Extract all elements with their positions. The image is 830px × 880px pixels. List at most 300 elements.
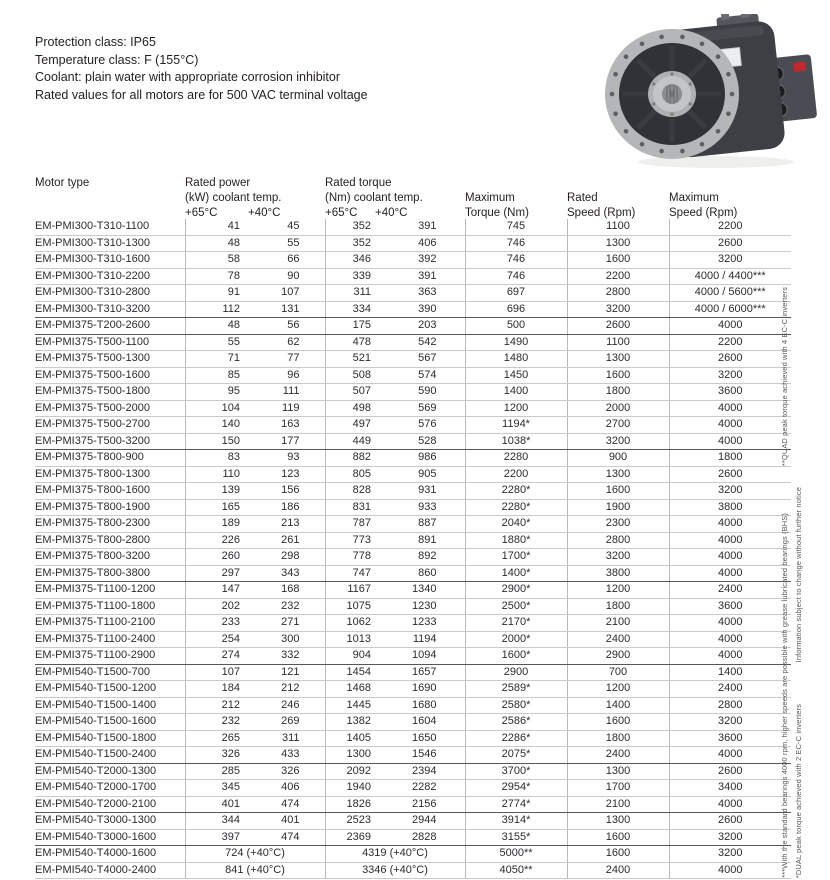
- max-torque-cell: 2586*: [465, 714, 567, 731]
- max-speed-cell: 4000: [669, 549, 791, 566]
- torque-65-cell: 497: [325, 417, 375, 434]
- motor-type-cell: EM-PMI300-T310-2200: [35, 268, 185, 285]
- motor-type-cell: EM-PMI375-T1100-2400: [35, 631, 185, 648]
- power-40-cell: 131: [248, 301, 325, 318]
- power-40-cell: 332: [248, 648, 325, 665]
- table-row: [35, 516, 791, 533]
- torque-40-cell: 2282: [375, 780, 465, 797]
- max-torque-cell: 3914*: [465, 813, 567, 830]
- table-row: [35, 631, 791, 648]
- motor-type-cell: EM-PMI375-T500-3200: [35, 433, 185, 450]
- max-speed-cell: 1800: [669, 450, 791, 467]
- torque-merged-cell: 4319 (+40°C): [325, 846, 465, 863]
- max-speed-cell: 2600: [669, 466, 791, 483]
- motor-type-cell: EM-PMI300-T310-1600: [35, 252, 185, 269]
- torque-40-cell: 2944: [375, 813, 465, 830]
- power-65-cell: 233: [185, 615, 248, 632]
- power-65-cell: 91: [185, 285, 248, 302]
- rated-speed-cell: 700: [567, 664, 669, 681]
- power-40-cell: 311: [248, 730, 325, 747]
- motor-type-cell: EM-PMI375-T800-2800: [35, 532, 185, 549]
- power-65-cell: 55: [185, 334, 248, 351]
- col-header-max-speed-2: Speed (Rpm): [669, 207, 738, 219]
- col-header-torque-40: +40°C: [375, 207, 408, 219]
- max-torque-cell: 2000*: [465, 631, 567, 648]
- max-torque-cell: 1400: [465, 384, 567, 401]
- table-row: [35, 318, 791, 335]
- torque-65-cell: 346: [325, 252, 375, 269]
- torque-40-cell: 891: [375, 532, 465, 549]
- torque-65-cell: 904: [325, 648, 375, 665]
- table-row: [35, 450, 791, 467]
- torque-65-cell: 1940: [325, 780, 375, 797]
- max-speed-cell: 4000: [669, 615, 791, 632]
- power-65-cell: 232: [185, 714, 248, 731]
- footnote-bearings: ***With the standard bearings 4000 rpm, higher speeds are possible with grease lubricated bearings (BHS): [780, 513, 789, 878]
- rated-speed-cell: 2600: [567, 318, 669, 335]
- rated-speed-cell: 2400: [567, 862, 669, 879]
- rated-speed-cell: 1300: [567, 466, 669, 483]
- max-speed-cell: 4000: [669, 631, 791, 648]
- power-65-cell: 401: [185, 796, 248, 813]
- max-speed-cell: 3400: [669, 780, 791, 797]
- torque-40-cell: 1094: [375, 648, 465, 665]
- rated-speed-cell: 3800: [567, 565, 669, 582]
- torque-65-cell: 747: [325, 565, 375, 582]
- power-40-cell: 107: [248, 285, 325, 302]
- col-header-power-65: +65°C: [185, 207, 218, 219]
- power-65-cell: 107: [185, 664, 248, 681]
- max-speed-cell: 3600: [669, 598, 791, 615]
- torque-65-cell: 1468: [325, 681, 375, 698]
- torque-40-cell: 567: [375, 351, 465, 368]
- max-torque-cell: 2170*: [465, 615, 567, 632]
- power-65-cell: 212: [185, 697, 248, 714]
- col-header-rated-power: Rated power: [185, 177, 251, 189]
- motor-type-cell: EM-PMI540-T1500-700: [35, 664, 185, 681]
- rated-speed-cell: 2100: [567, 615, 669, 632]
- power-40-cell: 77: [248, 351, 325, 368]
- torque-65-cell: 1405: [325, 730, 375, 747]
- max-torque-cell: 2580*: [465, 697, 567, 714]
- table-row: [35, 499, 791, 516]
- motor-type-cell: EM-PMI540-T2000-1300: [35, 763, 185, 780]
- power-65-cell: 260: [185, 549, 248, 566]
- col-header-torque-65: +65°C: [325, 207, 358, 219]
- table-row: [35, 813, 791, 830]
- power-65-cell: 71: [185, 351, 248, 368]
- col-header-power-40: +40°C: [248, 207, 281, 219]
- torque-65-cell: 831: [325, 499, 375, 516]
- max-speed-cell: 3200: [669, 483, 791, 500]
- torque-65-cell: 805: [325, 466, 375, 483]
- max-speed-cell: 4000: [669, 565, 791, 582]
- motor-type-cell: EM-PMI540-T1500-2400: [35, 747, 185, 764]
- torque-65-cell: 787: [325, 516, 375, 533]
- footnote-quad-torque: **QUAD peak torque achieved with 4 EC-C inverters: [780, 286, 789, 466]
- motor-type-cell: EM-PMI540-T2000-1700: [35, 780, 185, 797]
- col-header-torque-unit: (Nm) coolant temp.: [325, 192, 423, 204]
- power-65-cell: 345: [185, 780, 248, 797]
- torque-65-cell: 498: [325, 400, 375, 417]
- table-row: [35, 532, 791, 549]
- max-speed-cell: 2400: [669, 582, 791, 599]
- max-torque-cell: 1700*: [465, 549, 567, 566]
- max-speed-cell: 3200: [669, 252, 791, 269]
- max-torque-cell: 2280: [465, 450, 567, 467]
- motor-type-cell: EM-PMI300-T310-2800: [35, 285, 185, 302]
- table-row: [35, 351, 791, 368]
- power-40-cell: 269: [248, 714, 325, 731]
- max-speed-cell: 3200: [669, 367, 791, 384]
- table-row: [35, 367, 791, 384]
- col-header-power-unit: (kW) coolant temp.: [185, 192, 282, 204]
- power-40-cell: 271: [248, 615, 325, 632]
- table-row: [35, 268, 791, 285]
- power-40-cell: 168: [248, 582, 325, 599]
- power-65-cell: 184: [185, 681, 248, 698]
- rated-speed-cell: 1100: [567, 219, 669, 235]
- torque-65-cell: 1075: [325, 598, 375, 615]
- max-torque-cell: 5000**: [465, 846, 567, 863]
- table-row: [35, 384, 791, 401]
- torque-40-cell: 931: [375, 483, 465, 500]
- max-torque-cell: 2286*: [465, 730, 567, 747]
- power-40-cell: 156: [248, 483, 325, 500]
- motor-type-cell: EM-PMI375-T1100-2900: [35, 648, 185, 665]
- table-row: [35, 219, 791, 235]
- rated-speed-cell: 2100: [567, 796, 669, 813]
- table-row: [35, 252, 791, 269]
- max-torque-cell: 2500*: [465, 598, 567, 615]
- torque-65-cell: 507: [325, 384, 375, 401]
- motor-type-cell: EM-PMI375-T800-1900: [35, 499, 185, 516]
- spec-table-body: [35, 219, 791, 879]
- torque-40-cell: 392: [375, 252, 465, 269]
- power-65-cell: 41: [185, 219, 248, 235]
- max-torque-cell: 2040*: [465, 516, 567, 533]
- power-40-cell: 177: [248, 433, 325, 450]
- rated-speed-cell: 1100: [567, 334, 669, 351]
- max-torque-cell: 2954*: [465, 780, 567, 797]
- col-header-motor-type: Motor type: [35, 177, 90, 189]
- max-speed-cell: 4000: [669, 433, 791, 450]
- rated-speed-cell: 900: [567, 450, 669, 467]
- rated-speed-cell: 2800: [567, 532, 669, 549]
- max-speed-cell: 4000 / 4400***: [669, 268, 791, 285]
- max-torque-cell: 2900*: [465, 582, 567, 599]
- power-40-cell: 401: [248, 813, 325, 830]
- rated-speed-cell: 3200: [567, 549, 669, 566]
- motor-type-cell: EM-PMI540-T1500-1800: [35, 730, 185, 747]
- motor-type-cell: EM-PMI300-T310-3200: [35, 301, 185, 318]
- table-row: [35, 598, 791, 615]
- motor-type-cell: EM-PMI300-T310-1100: [35, 219, 185, 235]
- torque-40-cell: 905: [375, 466, 465, 483]
- power-65-cell: 110: [185, 466, 248, 483]
- torque-65-cell: 1382: [325, 714, 375, 731]
- torque-65-cell: 1300: [325, 747, 375, 764]
- power-65-cell: 112: [185, 301, 248, 318]
- table-row: [35, 681, 791, 698]
- motor-type-cell: EM-PMI375-T200-2600: [35, 318, 185, 335]
- rated-speed-cell: 1600: [567, 252, 669, 269]
- motor-type-cell: EM-PMI540-T1500-1600: [35, 714, 185, 731]
- motor-type-cell: EM-PMI375-T800-2300: [35, 516, 185, 533]
- torque-40-cell: 1604: [375, 714, 465, 731]
- max-speed-cell: 4000: [669, 862, 791, 879]
- power-40-cell: 56: [248, 318, 325, 335]
- torque-65-cell: 828: [325, 483, 375, 500]
- rated-speed-cell: 1900: [567, 499, 669, 516]
- max-torque-cell: 1400*: [465, 565, 567, 582]
- max-torque-cell: 745: [465, 219, 567, 235]
- motor-type-cell: EM-PMI375-T500-1800: [35, 384, 185, 401]
- power-40-cell: 119: [248, 400, 325, 417]
- table-row: [35, 483, 791, 500]
- power-40-cell: 121: [248, 664, 325, 681]
- power-65-cell: 226: [185, 532, 248, 549]
- torque-40-cell: 363: [375, 285, 465, 302]
- rated-speed-cell: 2700: [567, 417, 669, 434]
- table-row: [35, 285, 791, 302]
- torque-40-cell: 2394: [375, 763, 465, 780]
- torque-65-cell: 449: [325, 433, 375, 450]
- power-65-cell: 165: [185, 499, 248, 516]
- rated-speed-cell: 1800: [567, 384, 669, 401]
- power-40-cell: 261: [248, 532, 325, 549]
- rated-speed-cell: 3200: [567, 301, 669, 318]
- torque-40-cell: 1194: [375, 631, 465, 648]
- rated-speed-cell: 1700: [567, 780, 669, 797]
- power-40-cell: 343: [248, 565, 325, 582]
- power-40-cell: 62: [248, 334, 325, 351]
- max-torque-cell: 1480: [465, 351, 567, 368]
- max-speed-cell: 4000 / 5600***: [669, 285, 791, 302]
- max-speed-cell: 2600: [669, 351, 791, 368]
- max-torque-cell: 2900: [465, 664, 567, 681]
- power-40-cell: 55: [248, 235, 325, 252]
- torque-40-cell: 1690: [375, 681, 465, 698]
- torque-65-cell: 352: [325, 235, 375, 252]
- max-torque-cell: 697: [465, 285, 567, 302]
- table-row: [35, 780, 791, 797]
- table-row: [35, 747, 791, 764]
- motor-type-cell: EM-PMI300-T310-1300: [35, 235, 185, 252]
- max-torque-cell: 746: [465, 268, 567, 285]
- power-65-cell: 344: [185, 813, 248, 830]
- power-65-cell: 285: [185, 763, 248, 780]
- table-row: [35, 582, 791, 599]
- rated-speed-cell: 1400: [567, 697, 669, 714]
- torque-65-cell: 773: [325, 532, 375, 549]
- torque-40-cell: 986: [375, 450, 465, 467]
- max-torque-cell: 3155*: [465, 829, 567, 846]
- max-speed-cell: 2400: [669, 681, 791, 698]
- max-torque-cell: 2075*: [465, 747, 567, 764]
- motor-red-label: [793, 62, 806, 72]
- table-row: [35, 796, 791, 813]
- motor-type-cell: EM-PMI540-T4000-1600: [35, 846, 185, 863]
- torque-40-cell: 1340: [375, 582, 465, 599]
- motor-type-cell: EM-PMI375-T500-1100: [35, 334, 185, 351]
- table-row: [35, 714, 791, 731]
- torque-65-cell: 1826: [325, 796, 375, 813]
- power-65-cell: 326: [185, 747, 248, 764]
- rated-speed-cell: 3200: [567, 433, 669, 450]
- motor-type-cell: EM-PMI375-T800-3800: [35, 565, 185, 582]
- rated-speed-cell: 1600: [567, 846, 669, 863]
- power-65-cell: 147: [185, 582, 248, 599]
- torque-65-cell: 352: [325, 219, 375, 235]
- table-row: [35, 615, 791, 632]
- motor-product-photo: [598, 14, 818, 172]
- table-row: [35, 846, 791, 863]
- power-65-cell: 254: [185, 631, 248, 648]
- torque-40-cell: 390: [375, 301, 465, 318]
- max-torque-cell: 696: [465, 301, 567, 318]
- torque-40-cell: 860: [375, 565, 465, 582]
- torque-40-cell: 391: [375, 219, 465, 235]
- power-65-cell: 265: [185, 730, 248, 747]
- rated-speed-cell: 2400: [567, 631, 669, 648]
- power-65-cell: 78: [185, 268, 248, 285]
- rated-values-line: Rated values for all motors are for 500 VAC terminal voltage: [35, 87, 368, 102]
- power-40-cell: 96: [248, 367, 325, 384]
- max-speed-cell: 3600: [669, 384, 791, 401]
- power-40-cell: 406: [248, 780, 325, 797]
- power-65-cell: 202: [185, 598, 248, 615]
- torque-65-cell: 882: [325, 450, 375, 467]
- max-speed-cell: 2800: [669, 697, 791, 714]
- table-row: [35, 301, 791, 318]
- power-40-cell: 186: [248, 499, 325, 516]
- power-65-cell: 140: [185, 417, 248, 434]
- torque-65-cell: 2523: [325, 813, 375, 830]
- rated-speed-cell: 2900: [567, 648, 669, 665]
- table-row: [35, 334, 791, 351]
- torque-65-cell: 2369: [325, 829, 375, 846]
- max-torque-cell: 1450: [465, 367, 567, 384]
- table-row: [35, 730, 791, 747]
- torque-40-cell: 590: [375, 384, 465, 401]
- motor-type-cell: EM-PMI375-T1100-1800: [35, 598, 185, 615]
- rated-speed-cell: 1300: [567, 351, 669, 368]
- table-row: [35, 400, 791, 417]
- rated-speed-cell: 1300: [567, 813, 669, 830]
- torque-65-cell: 1013: [325, 631, 375, 648]
- motor-spec-table: [35, 174, 791, 879]
- power-40-cell: 213: [248, 516, 325, 533]
- motor-type-cell: EM-PMI375-T1100-1200: [35, 582, 185, 599]
- torque-65-cell: 508: [325, 367, 375, 384]
- motor-type-cell: EM-PMI375-T500-2700: [35, 417, 185, 434]
- power-40-cell: 474: [248, 829, 325, 846]
- power-65-cell: 48: [185, 235, 248, 252]
- max-torque-cell: 2280*: [465, 483, 567, 500]
- torque-65-cell: 1167: [325, 582, 375, 599]
- power-65-cell: 104: [185, 400, 248, 417]
- torque-40-cell: 933: [375, 499, 465, 516]
- table-row: [35, 697, 791, 714]
- table-row: [35, 417, 791, 434]
- power-40-cell: 474: [248, 796, 325, 813]
- torque-40-cell: 574: [375, 367, 465, 384]
- rated-speed-cell: 1200: [567, 582, 669, 599]
- torque-40-cell: 2828: [375, 829, 465, 846]
- coolant-line: Coolant: plain water with appropriate corrosion inhibitor: [35, 70, 341, 84]
- max-speed-cell: 2200: [669, 219, 791, 235]
- torque-40-cell: 1680: [375, 697, 465, 714]
- torque-65-cell: 311: [325, 285, 375, 302]
- max-torque-cell: 2589*: [465, 681, 567, 698]
- motor-type-cell: EM-PMI540-T2000-2100: [35, 796, 185, 813]
- rated-speed-cell: 1800: [567, 730, 669, 747]
- col-header-max-speed-1: Maximum: [669, 192, 719, 204]
- power-merged-cell: 841 (+40°C): [185, 862, 325, 879]
- col-header-max-torque-2: Torque (Nm): [465, 207, 529, 219]
- torque-40-cell: 203: [375, 318, 465, 335]
- max-torque-cell: 4050**: [465, 862, 567, 879]
- power-65-cell: 95: [185, 384, 248, 401]
- power-40-cell: 93: [248, 450, 325, 467]
- footnote-dual-torque: *DUAL peak torque achieved with 2 EC-C inverters: [794, 703, 803, 878]
- torque-40-cell: 542: [375, 334, 465, 351]
- torque-65-cell: 1445: [325, 697, 375, 714]
- power-40-cell: 45: [248, 219, 325, 235]
- rated-speed-cell: 2400: [567, 747, 669, 764]
- torque-40-cell: 2156: [375, 796, 465, 813]
- motor-type-cell: EM-PMI540-T1500-1200: [35, 681, 185, 698]
- max-speed-cell: 1400: [669, 664, 791, 681]
- table-row: [35, 862, 791, 879]
- rated-speed-cell: 1800: [567, 598, 669, 615]
- max-speed-cell: 4000: [669, 417, 791, 434]
- torque-40-cell: 528: [375, 433, 465, 450]
- motor-type-cell: EM-PMI540-T3000-1300: [35, 813, 185, 830]
- power-40-cell: 123: [248, 466, 325, 483]
- col-header-max-torque-1: Maximum: [465, 192, 515, 204]
- torque-65-cell: 334: [325, 301, 375, 318]
- motor-type-cell: EM-PMI375-T800-3200: [35, 549, 185, 566]
- torque-40-cell: 576: [375, 417, 465, 434]
- rated-speed-cell: 2300: [567, 516, 669, 533]
- max-torque-cell: 2280*: [465, 499, 567, 516]
- protection-class-line: Protection class: IP65: [35, 35, 156, 49]
- power-65-cell: 297: [185, 565, 248, 582]
- table-row: [35, 565, 791, 582]
- motor-type-cell: EM-PMI375-T500-1300: [35, 351, 185, 368]
- table-row: [35, 664, 791, 681]
- power-40-cell: 163: [248, 417, 325, 434]
- motor-type-cell: EM-PMI540-T3000-1600: [35, 829, 185, 846]
- max-speed-cell: 3200: [669, 846, 791, 863]
- motor-type-cell: EM-PMI375-T800-900: [35, 450, 185, 467]
- max-torque-cell: 500: [465, 318, 567, 335]
- power-65-cell: 83: [185, 450, 248, 467]
- power-40-cell: 246: [248, 697, 325, 714]
- power-40-cell: 326: [248, 763, 325, 780]
- power-40-cell: 66: [248, 252, 325, 269]
- col-header-rated-torque: Rated torque: [325, 177, 392, 189]
- max-speed-cell: 3200: [669, 829, 791, 846]
- max-speed-cell: 4000 / 6000***: [669, 301, 791, 318]
- torque-65-cell: 778: [325, 549, 375, 566]
- max-torque-cell: 746: [465, 252, 567, 269]
- torque-merged-cell: 3346 (+40°C): [325, 862, 465, 879]
- max-torque-cell: 746: [465, 235, 567, 252]
- torque-65-cell: 2092: [325, 763, 375, 780]
